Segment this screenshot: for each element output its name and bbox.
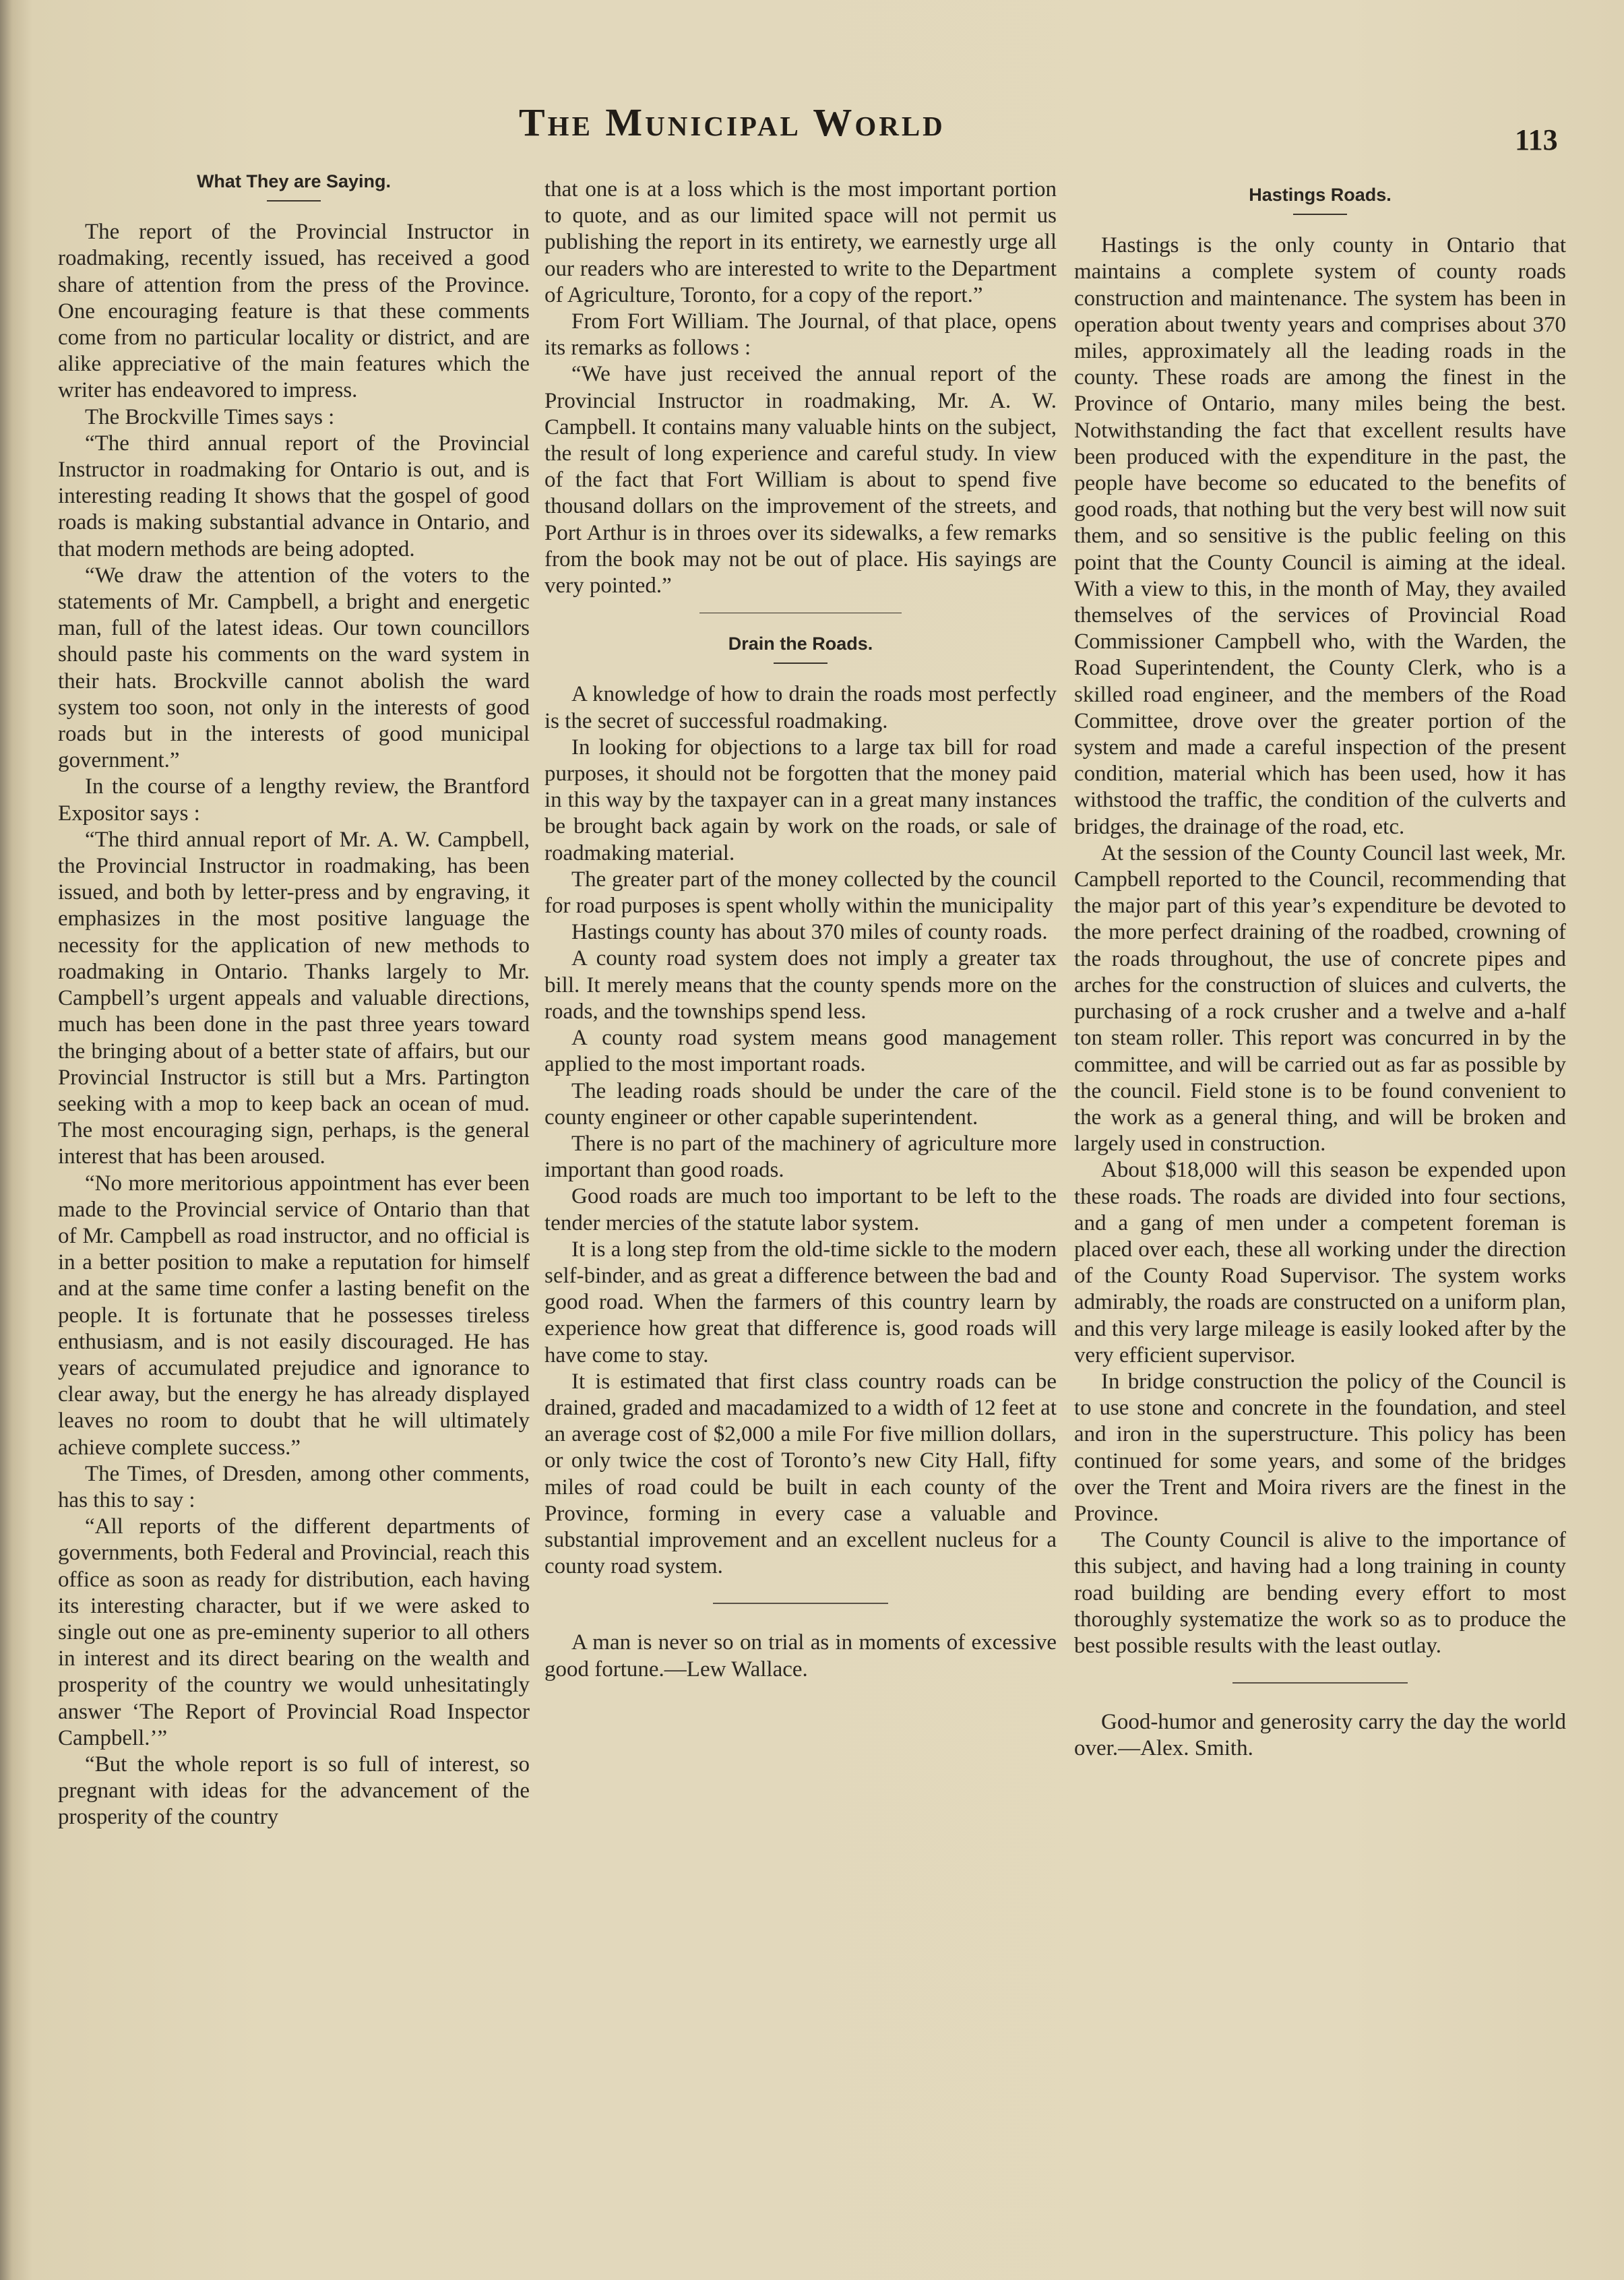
- article-paragraph: In looking for objections to a large tax bill for road purposes, it should not be forgotten that the money paid in this way by the taxpayer can in a great many instances be brought back again by work on the roads, or sale of roadmaking material.: [544, 735, 1057, 865]
- article-paragraph: It is a long step from the old-time sickle to the modern self-binder, and as great a difference between the bad and good road. When the farmers of this country learn by experience how great that difference is, good roads will have come to stay.: [544, 1237, 1057, 1367]
- article-paragraph: A knowledge of how to drain the roads most perfectly is the secret of successful roadmaking.: [544, 682, 1057, 733]
- article-paragraph: “We draw the attention of the voters to the statements of Mr. Campbell, a bright and energetic man, full of the latest ideas. Our town councillors should paste his comments on the ward system in their hats. Brockville cannot abolish the ward system too soon, not only in the interests of good roads but in the interests of good municipal government.”: [58, 563, 530, 773]
- article-paragraph: A county road system means good management applied to the most important roads.: [544, 1026, 1057, 1077]
- column-3: [1074, 182, 1566, 1762]
- article-paragraph: It is estimated that first class country roads can be drained, graded and macadamized to a width of 12 feet at an average cost of $2,000 a mile For five million dollars, or only twice the cost of Toronto’s new City Hall, fifty miles of road could be built in each county of the Province, forming in every case a valuable and substantial improvement and an excellent nucleus for a county road system.: [544, 1369, 1057, 1579]
- section-heading-drain-the-roads: Drain the Roads.: [728, 634, 873, 654]
- article-paragraph: “No more meritorious appointment has ever been made to the Provincial service of Ontario than that of Mr. Campbell as road instructor, and no official is in a better position to make a reputation for himself and at the same time confer a lasting benefit on the people. It is fortunate that he possesses tireless enthusiasm, and is not easily discouraged. He has years of accumulated prejudice and ignorance to clear away, but the energy he has already displayed leaves no room to doubt that he will ultimately achieve complete success.”: [58, 1171, 530, 1460]
- article-paragraph: “But the whole report is so full of interest, so pregnant with ideas for the advancement of the prosperity of the country: [58, 1752, 530, 1830]
- article-paragraph: Good roads are much too important to be left to the tender mercies of the statute labor system.: [544, 1184, 1057, 1235]
- article-paragraph: The greater part of the money collected by the council for road purposes is spent wholly within the municipality: [544, 867, 1057, 919]
- column-2: [544, 177, 1057, 1683]
- article-paragraph: There is no part of the machinery of agriculture more important than good roads.: [544, 1131, 1057, 1183]
- article-paragraph: Hastings is the only county in Ontario that maintains a complete system of county roads construction and maintenance. The system has been in operation about twenty years and comprises about 370 miles, approximately all the leading roads in the county. These roads are among the finest in the Province of Ontario, many miles being the best. Notwithstanding the fact that excellent results have been produced with the expenditure in the past, the people have become so educated to the benefits of good roads, that nothing but the very best will now suit them, and so sensitive is the public feeling on this point that the County Council is aiming at the ideal. With a view to this, in the month of May, they availed themselves of the services of Provincial Road Commissioner Campbell who, with the Warden, the Road Superintendent, the County Clerk, who is a skilled road engineer, and the members of the Road Committee, drove over the greater portion of the system and made a careful inspection of the present condition, material which has been used, how it has withstood the traffic, the condition of the culverts and bridges, the drainage of the road, etc.: [1074, 233, 1566, 839]
- closing-quote: A man is never so on trial as in moments of excessive good fortune.—Lew Wallace.: [544, 1630, 1057, 1682]
- article-paragraph: The Brockville Times says :: [85, 404, 335, 429]
- article-paragraph: At the session of the County Council last week, Mr. Campbell reported to the Council, recommending that the major part of this year’s expenditure be devoted to the more perfect draining of the roadbed, crowning of the roads throughout, the use of concrete pipes and arches for the construction of sluices and culverts, the purchasing of a rock crusher and a twelve and a-half ton steam roller. This report was concurred in by the committee, and will be carried out as far as possible by the council. Field stone is to be found convenient to the work as a general thing, and will be broken and largely used in construction.: [1074, 840, 1566, 1157]
- closing-quote: Good-humor and generosity carry the day the world over.—Alex. Smith.: [1074, 1710, 1566, 1761]
- article-paragraph: “The third annual report of Mr. A. W. Campbell, the Provincial Instructor in roadmaking, has been issued, and both by letter-press and by engraving, it emphasizes in the most positive language the necessity for the application of new methods to roadmaking in Ontario. Thanks largely to Mr. Campbell’s urgent appeals and valuable directions, much has been done in the past three years toward the bringing about of a better state of affairs, but our Provincial Instructor is still but a Mrs. Partington seeking with a mop to keep back an ocean of mud. The most encouraging sign, perhaps, is the general interest that has been aroused.: [58, 827, 530, 1169]
- article-paragraph: Hastings county has about 370 miles of county roads.: [571, 920, 1048, 945]
- article-paragraph: About $18,000 will this season be expended upon these roads. The roads are divided into four sections, and a gang of men under a competent foreman is placed over each, these all working under the direction of the County Road Supervisor. The system works admirably, the roads are constructed on a uniform plan, and this very large mileage is easily looked after by the very efficient supervisor.: [1074, 1158, 1566, 1367]
- divider-rule: [713, 1603, 888, 1604]
- article-paragraph: “We have just received the annual report of the Provincial Instructor in roadmaking, Mr. A. W. Campbell. It contains many valuable hints on the subject, the result of long experience and careful study. In view of the fact that Fort William is about to spend five thousand dollars on the improvement of the streets, and Port Arthur is in throes over its sidewalks, a few remarks from the book may not be out of place. His sayings are very pointed.”: [544, 362, 1057, 598]
- page-number: 113: [1515, 123, 1558, 156]
- column-1: [58, 168, 530, 1831]
- article-paragraph: In the course of a lengthy review, the Brantford Expositor says :: [58, 774, 530, 826]
- section-heading-hastings-roads: Hastings Roads.: [1249, 185, 1392, 205]
- article-paragraph: A county road system does not imply a greater tax bill. It merely means that the county spends more on the roads, and the townships spend less.: [544, 946, 1057, 1024]
- heading-rule: [1293, 214, 1347, 215]
- masthead-title: The Municipal World: [519, 100, 945, 144]
- section-heading-what-they-are-saying: What They are Saying.: [196, 171, 392, 191]
- article-paragraph: The report of the Provincial Instructor in roadmaking, recently issued, has received a good share of attention from the press of the Province. One encouraging feature is that these comments come from no particular locality or district, and are alike appreciative of the main features which the writer has endeavored to impress.: [58, 220, 530, 403]
- article-paragraph: The Times, of Dresden, among other comments, has this to say :: [58, 1461, 530, 1512]
- article-paragraph: The County Council is alive to the importance of this subject, and having had a long training in county road building are bending every effort to most thoroughly systematize the work so as to produce the best possible results with the least outlay.: [1074, 1528, 1566, 1658]
- article-paragraph: that one is at a loss which is the most important portion to quote, and as our limited space will not permit us publishing the report in its entirety, we earnestly urge all our readers who are interested to write to the Department of Agriculture, Toronto, for a copy of the report.”: [544, 177, 1057, 307]
- article-paragraph: “The third annual report of the Provincial Instructor in roadmaking for Ontario is out, and is interesting reading It shows that the gospel of good roads is making substantial advance in Ontario, and that modern methods are being adopted.: [58, 431, 530, 561]
- heading-rule: [267, 200, 321, 202]
- article-paragraph: In bridge construction the policy of the Council is to use stone and concrete in the foundation, and steel and iron in the superstructure. This policy has been continued for some years, and some of the bridges over the Trent and Moira rivers are the finest in the Province.: [1074, 1369, 1566, 1526]
- article-paragraph: “All reports of the different departments of governments, both Federal and Provincial, reach this office as soon as ready for distribution, each having its interesting character, but if we were asked to single out one as pre-eminenty superior to all others in interest and its direct bearing on the wealth and prosperity of the country we would unhesitatingly answer ‘The Report of Provincial Road Inspector Campbell.’”: [58, 1514, 530, 1750]
- heading-rule: [774, 663, 827, 664]
- divider-rule: [1232, 1682, 1408, 1684]
- article-paragraph: From Fort William. The Journal, of that place, opens its remarks as follows :: [544, 309, 1057, 361]
- article-paragraph: The leading roads should be under the care of the county engineer or other capable superintendent.: [544, 1078, 1057, 1130]
